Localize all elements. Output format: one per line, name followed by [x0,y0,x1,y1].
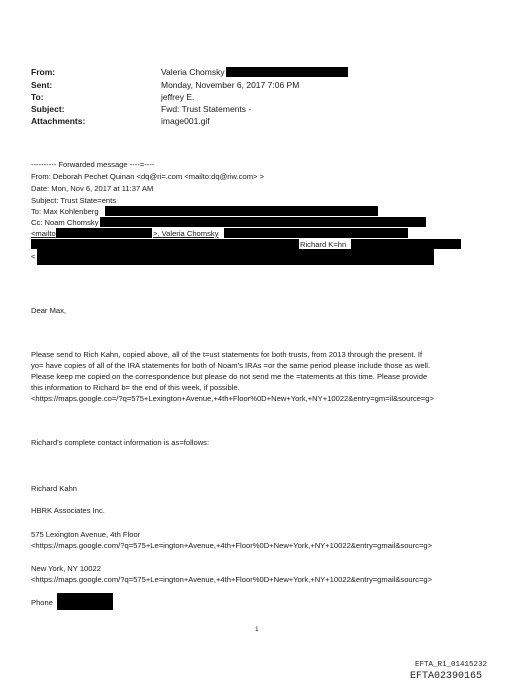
address-link[interactable]: <https://maps.google.com/?q=575+Le=ington+Avenue,+4th+Floor%0D+New+York,+NY+10022&entry=gmail&sourc=g> [31,541,433,550]
forward-to: To: Max Kohlenberg [31,207,99,216]
from-label: From: [31,67,56,77]
subject-value: Fwd: Trust Statements - [161,104,252,114]
efta-id-1: EFTA_R1_01415232 [415,661,488,669]
redaction-block [31,239,299,249]
redaction-block [105,206,378,216]
sent-value: Monday, November 6, 2017 7:06 PM [161,80,300,90]
body-line: Please send to Rich Kahn, copied above, all of the t=ust statements for both trusts, from 2013 through the present. If [31,350,423,359]
greeting: Dear Max, [31,306,67,315]
body-line: this information to Richard b= the end of this week, if possible. [31,383,240,392]
redaction-block [56,228,152,238]
to-value: jeffrey E. [161,92,195,102]
forward-from: From: Deborah Pechet Quinan <dq@ri=.com <mailto:dq@riw.com> > [31,172,264,181]
attachments-value: image001.gif [161,116,210,126]
body-line: Please keep me copied on the correspondence but please do not send me the =tatements at this time. Please provide [31,372,428,381]
mailto-mid: >, Valeria Chomsky [153,229,219,238]
page-number: 1 [255,626,259,633]
mailto-link: <mailto [31,229,56,238]
subject-label: Subject: [31,104,65,114]
redaction-block [351,239,461,249]
from-value: Valeria Chomsky [161,67,225,77]
forward-subject: Subject: Trust State=ents [31,196,117,205]
city-line: New York, NY 10022 [31,564,101,573]
richard-name: Richard K=hn [300,240,347,249]
company-name: HBRK Associates Inc. [31,506,105,515]
to-label: To: [31,92,44,102]
forward-date: Date: Mon, Nov 6, 2017 at 11:37 AM [31,184,154,193]
city-link[interactable]: <https://maps.google.com/?q=575+Le=ington+Avenue,+4th+Floor%0D+New+York,+NY+10022&entry=gmail&sourc=g> [31,575,433,584]
efta-id-2: EFTA02390165 [410,671,483,682]
phone-label: Phone [31,598,53,607]
contact-intro: Richard's complete contact information is as=follows: [31,438,210,447]
forward-cc: Cc: Noam Chomsky [31,218,99,227]
contact-name: Richard Kahn [31,484,78,493]
redaction-block [37,249,434,265]
maps-link[interactable]: <https://maps.google.co=/?q=575+Lexington+Avenue,+4th+Floor%0D+New+York,+NY+10022&entry=gm=il&source=g> [31,394,434,403]
redaction-block [100,217,426,227]
redaction-block [226,67,348,77]
body-line: yo= have copies of all of the IRA statements for both of Noam's IRAs =or the same period please include those as well. [31,361,431,370]
sent-label: Sent: [31,80,53,90]
redaction-block [57,593,113,610]
forward-separator: ---------- Forwarded message ----=---- [31,160,155,169]
redaction-block [224,228,408,238]
address-line: 575 Lexington Avenue, 4th Floor [31,530,141,539]
attachments-label: Attachments: [31,116,86,126]
lt-symbol: < [31,252,36,261]
